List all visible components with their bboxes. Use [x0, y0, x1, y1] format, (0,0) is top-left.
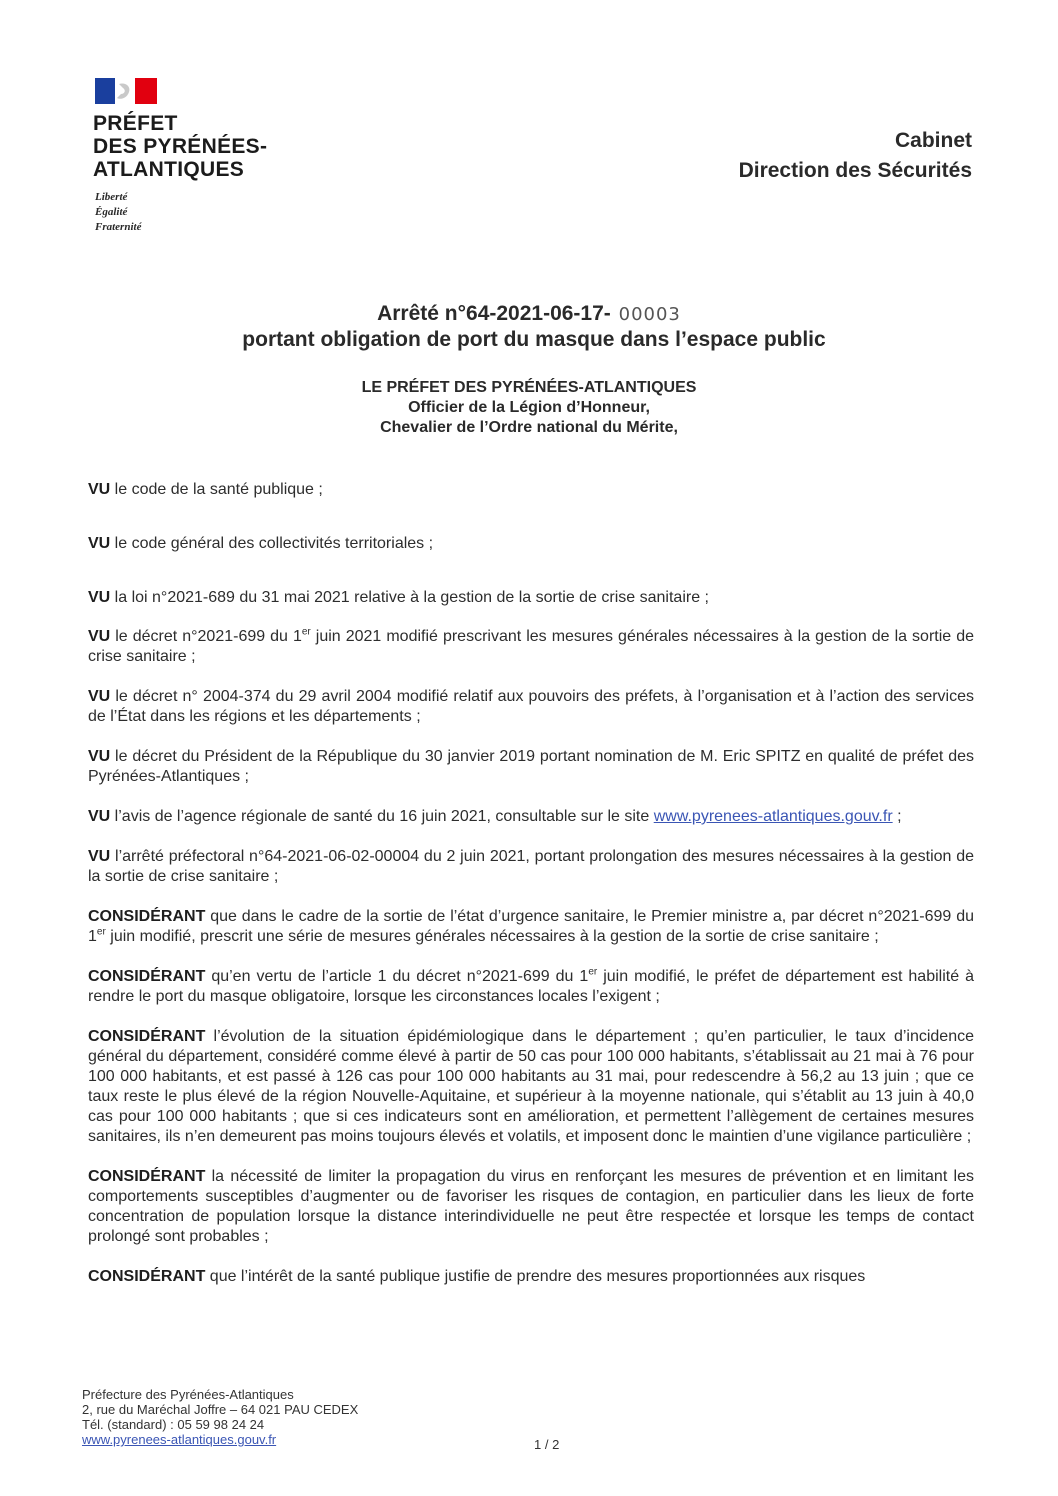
vu-paragraph: [88, 747, 974, 787]
website-link[interactable]: www.pyrenees-atlantiques.gouv.fr: [653, 808, 893, 825]
paragraph-text: le décret n° 2004-374 du 29 avril 2004 modifié relatif aux pouvoirs des préfets, à l’organisation et à l’action des services de l’État dans les régions et les départements ;: [88, 688, 974, 725]
ordinal-superscript: er: [301, 626, 311, 638]
paragraph-keyword: VU: [88, 748, 111, 765]
republic-motto: [95, 190, 141, 235]
prefet-honor-2: Chevalier de l’Ordre national du Mérite,: [380, 419, 678, 436]
paragraph-keyword: VU: [88, 589, 111, 606]
prefet-name: LE PRÉFET DES PYRÉNÉES-ATLANTIQUES: [361, 379, 697, 396]
paragraph-keyword: VU: [88, 535, 111, 552]
paragraph-keyword: CONSIDÉRANT: [88, 968, 206, 985]
paragraph-keyword: VU: [88, 848, 111, 865]
prefet-identity: [0, 378, 1058, 438]
prefet-honor-1: Officier de la Légion d’Honneur,: [408, 399, 650, 416]
paragraph-text: l’avis de l’agence régionale de santé du 16 juin 2021, consultable sur le site: [110, 808, 654, 825]
prefet-title-line: ATLANTIQUES: [93, 158, 245, 181]
footer-prefecture: Préfecture des Pyrénées-Atlantiques: [82, 1387, 294, 1402]
paragraph-text: qu’en vertu de l’article 1 du décret n°2021-699 du 1: [205, 968, 589, 985]
paragraph-text: la nécessité de limiter la propagation du virus en renforçant les mesures de prévention et en limitant les comportements susceptibles d’augmenter ou de favoriser les risques de contagion, en particulier dans les lieux de forte concentration de population lorsque la distance interindividuelle ne peut être respectée et lorsque les temps de contact prolongé sont probables ;: [88, 1168, 974, 1245]
paragraph-keyword: CONSIDÉRANT: [88, 908, 206, 925]
considerant-paragraph: [88, 967, 974, 1007]
prefet-title-line: PRÉFET: [93, 112, 178, 135]
paragraph-text: le décret n°2021-699 du 1: [110, 628, 302, 645]
service-header: [739, 126, 972, 186]
arrete-number: [0, 302, 1058, 326]
paragraph-text: juin 2021 modifié prescrivant les mesures générales nécessaires à la gestion de la sortie de crise sanitaire ;: [88, 628, 974, 665]
considerant-paragraph: [88, 1267, 974, 1287]
paragraph-text: le code de la santé publique ;: [110, 481, 323, 498]
paragraph-text: l’arrêté préfectoral n°64-2021-06-02-00004 du 2 juin 2021, portant prolongation des mesures nécessaires à la gestion de la sortie de crise sanitaire ;: [88, 848, 974, 885]
paragraph-text: juin modifié, le préfet de département est habilité à rendre le port du masque obligatoire, lorsque les circonstances locales l’exigent ;: [88, 968, 974, 1005]
footer-phone: Tél. (standard) : 05 59 98 24 24: [82, 1417, 265, 1432]
considerant-paragraph: [88, 1027, 974, 1147]
prefet-title: [93, 112, 267, 181]
arrete-number-printed: Arrêté n°64-2021-06-17-: [377, 302, 611, 325]
page-number: 1 / 2: [534, 1437, 560, 1452]
arrete-body: [88, 480, 974, 1287]
paragraph-text: l’évolution de la situation épidémiologique dans le département ; qu’en particulier, le taux d’incidence général du département, considéré comme élevé à partir de 50 cas pour 100 000 habitants, s’établissait au 21 mai à 76 pour 100 000 habitants, et est passé à 126 cas pour 100 000 habitants au 31 mai, pour redescendre à 56,2 au 13 juin ; que ce taux reste le plus élevé de la région Nouvelle-Aquitaine, et supérieur à la moyenne nationale, qui s’établit au 13 juin à 40,0 cas pour 100 000 habitants ; que si ces indicateurs sont en amélioration, et permettent l’allègement de certaines mesures sanitaires, ils n’en demeurent pas moins toujours élevés et volatils, et imposent donc le maintien d’une vigilance particulière ;: [88, 1028, 974, 1145]
ordinal-superscript: er: [96, 926, 106, 938]
vu-paragraph: [88, 687, 974, 727]
footer-street: 2, rue du Maréchal Joffre – 64 021 PAU CEDEX: [82, 1402, 359, 1417]
paragraph-text: le décret du Président de la République du 30 janvier 2019 portant nomination de M. Eric SPITZ en qualité de préfet des Pyrénées-Atlantiques ;: [88, 748, 974, 785]
paragraph-text: que l’intérêt de la santé publique justifie de prendre des mesures proportionnées aux risques: [205, 1268, 866, 1285]
paragraph-keyword: VU: [88, 688, 111, 705]
prefet-title-line: DES PYRÉNÉES-: [93, 135, 268, 158]
paragraph-keyword: VU: [88, 628, 111, 645]
paragraph-text: ;: [892, 808, 902, 825]
arrete-number-handwritten: 00003: [618, 304, 681, 325]
paragraph-keyword: CONSIDÉRANT: [88, 1028, 206, 1045]
vu-paragraph: [88, 588, 974, 608]
paragraph-text: le code général des collectivités territoriales ;: [110, 535, 434, 552]
paragraph-text: la loi n°2021-689 du 31 mai 2021 relative à la gestion de la sortie de crise sanitaire ;: [110, 589, 709, 606]
considerant-paragraph: [88, 1167, 974, 1247]
paragraph-keyword: CONSIDÉRANT: [88, 1268, 206, 1285]
paragraph-text: que dans le cadre de la sortie de l’état d’urgence sanitaire, le Premier ministre a, par décret n°2021-699 du 1: [88, 908, 974, 945]
paragraph-keyword: CONSIDÉRANT: [88, 1168, 206, 1185]
arrete-subject: portant obligation de port du masque dans l’espace public: [242, 328, 826, 351]
paragraph-keyword: VU: [88, 481, 111, 498]
paragraph-keyword: VU: [88, 808, 111, 825]
vu-paragraph: [88, 534, 974, 554]
footer-website-link[interactable]: www.pyrenees-atlantiques.gouv.fr: [82, 1432, 277, 1447]
considerant-paragraph: [88, 907, 974, 947]
marianne-flag-logo: [95, 78, 157, 104]
motto-fraternite: Fraternité: [95, 221, 142, 233]
vu-paragraph: [88, 847, 974, 887]
direction-label: Direction des Sécurités: [738, 159, 972, 182]
paragraph-text: juin modifié, prescrit une série de mesures générales nécessaires à la gestion de la sortie de crise sanitaire ;: [105, 928, 879, 945]
footer-address: [82, 1387, 358, 1447]
vu-paragraph: [88, 807, 974, 827]
vu-paragraph: [88, 627, 974, 667]
ordinal-superscript: er: [588, 966, 598, 978]
vu-paragraph: [88, 480, 974, 500]
motto-egalite: Égalité: [95, 206, 128, 218]
cabinet-label: Cabinet: [894, 129, 972, 152]
motto-liberte: Liberté: [95, 191, 128, 203]
